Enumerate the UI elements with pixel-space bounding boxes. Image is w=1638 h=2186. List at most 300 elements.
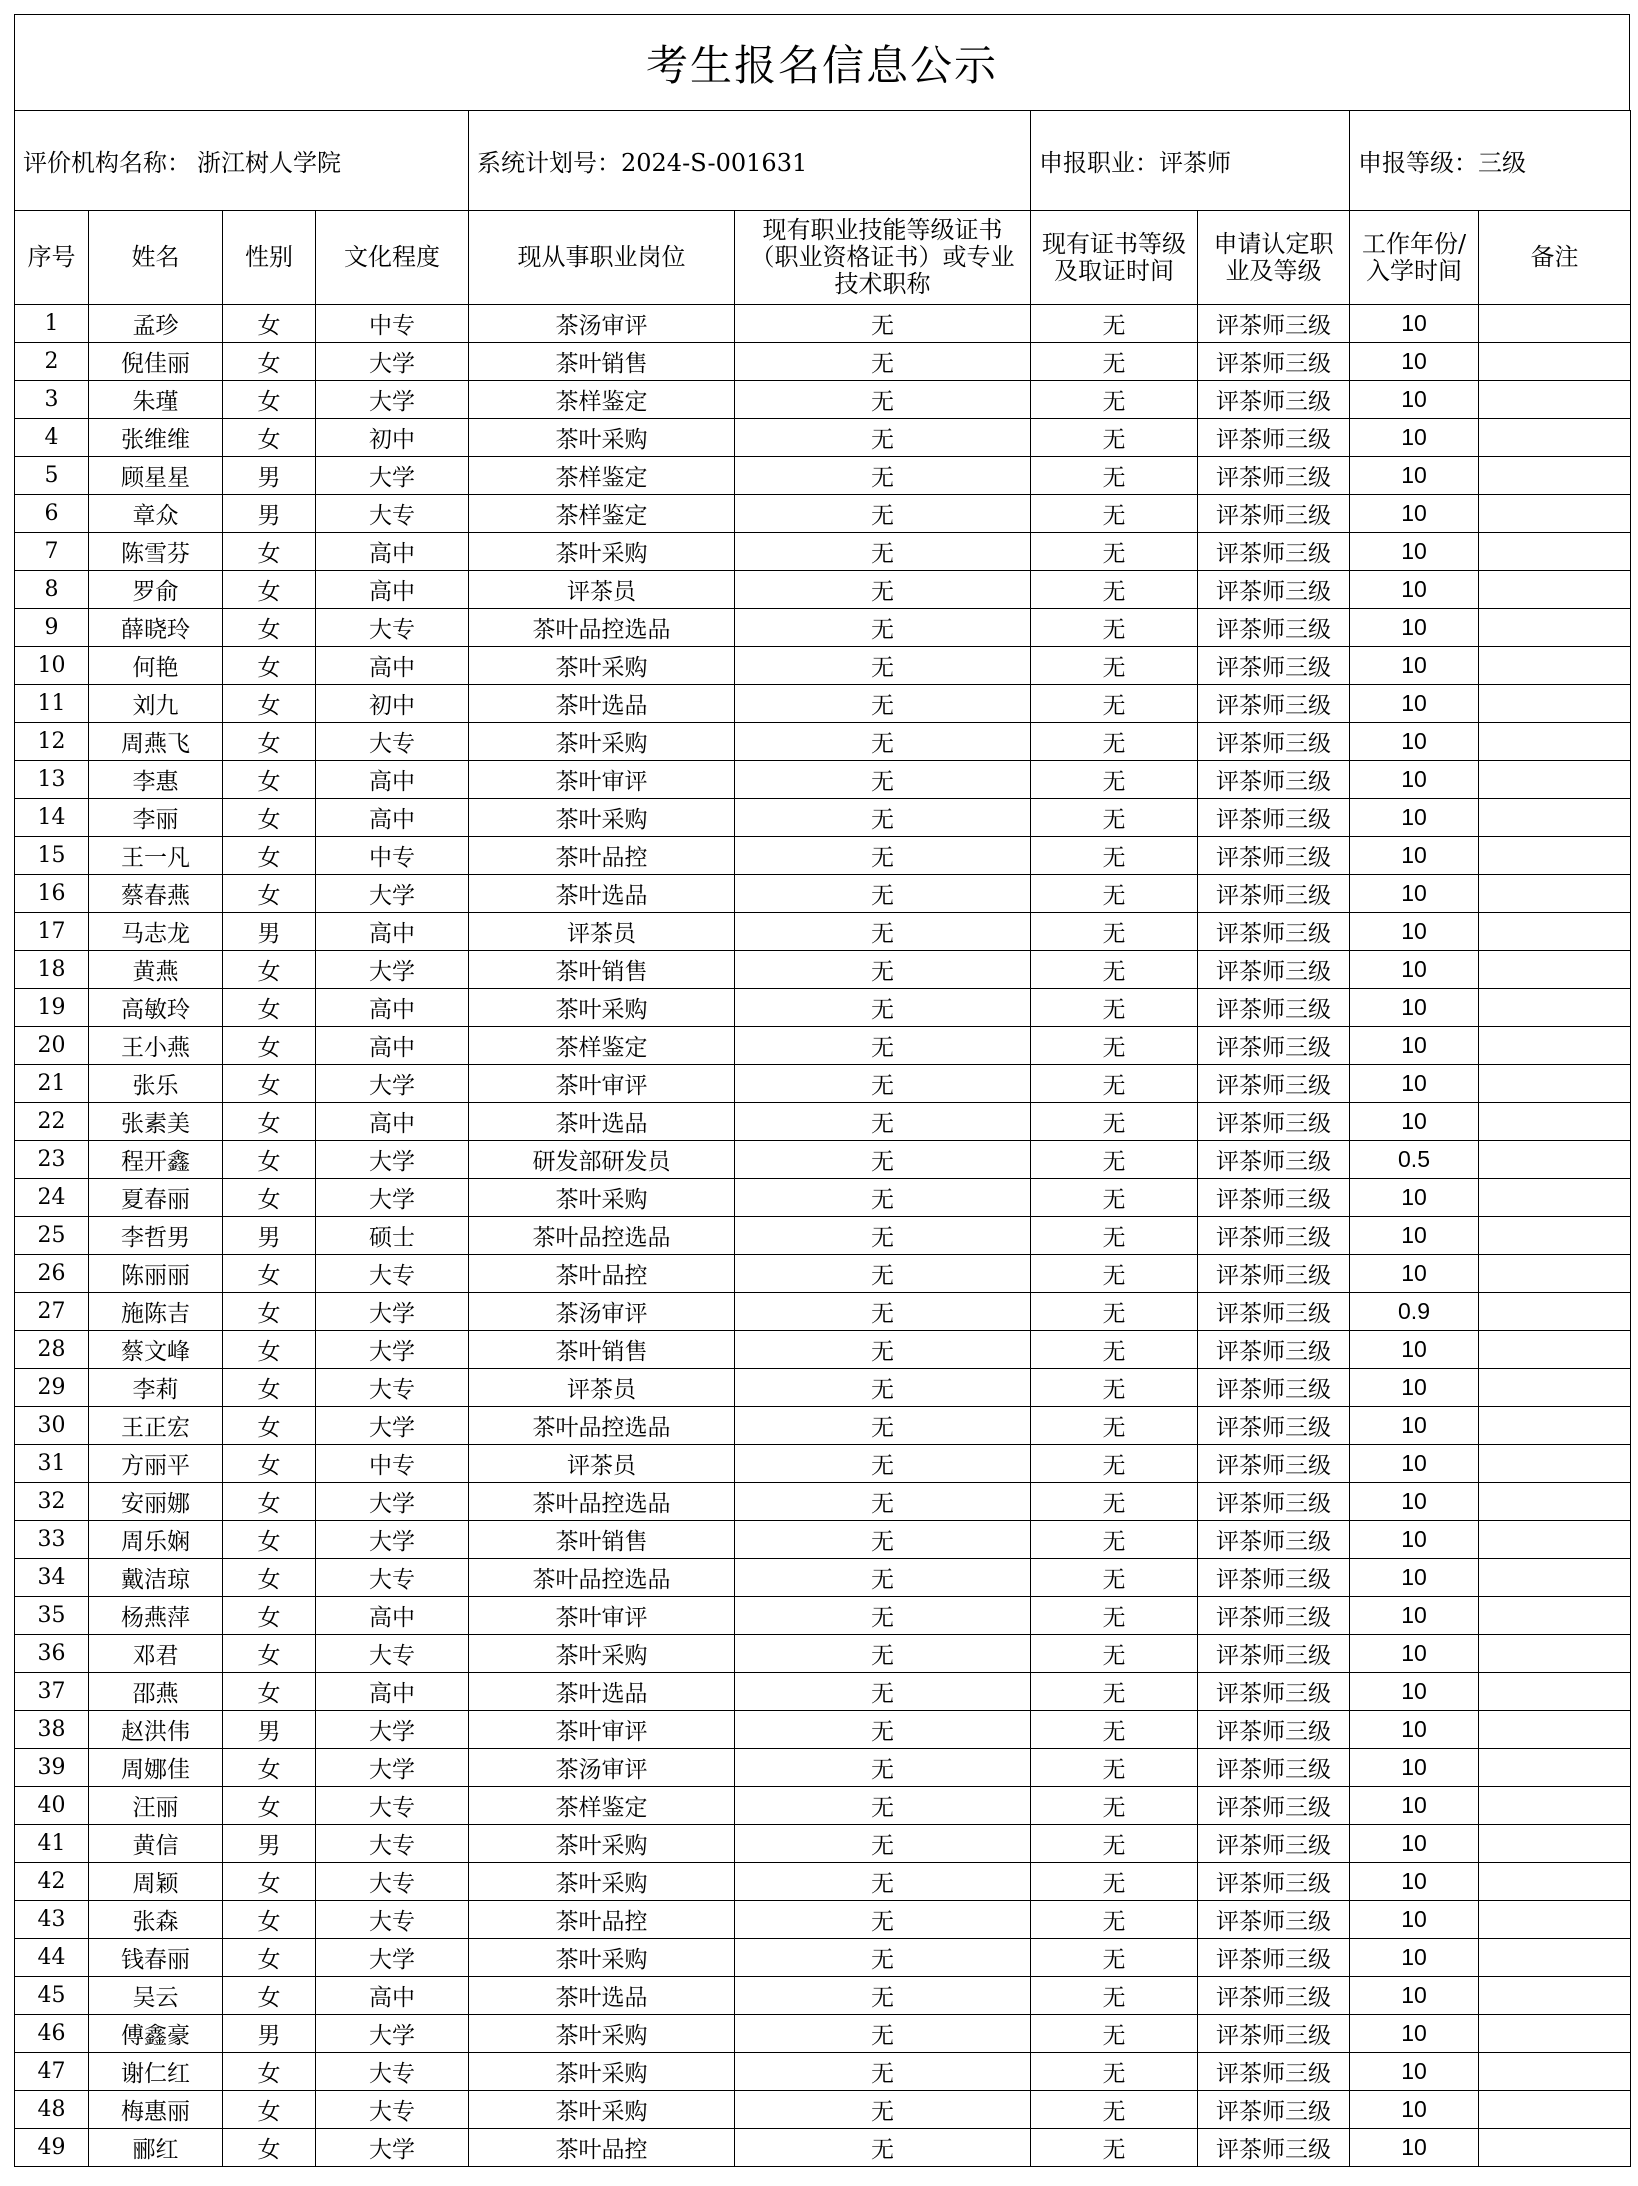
cell-remark bbox=[1479, 1901, 1631, 1939]
cell-position: 茶叶采购 bbox=[469, 2053, 735, 2091]
cell-gender: 女 bbox=[223, 2129, 316, 2167]
cell-certificate: 无 bbox=[735, 875, 1031, 913]
cell-education: 大学 bbox=[316, 343, 469, 381]
cell-name: 施陈吉 bbox=[89, 1293, 223, 1331]
cell-gender: 女 bbox=[223, 2091, 316, 2129]
cell-gender: 男 bbox=[223, 457, 316, 495]
cell-index: 35 bbox=[15, 1597, 89, 1635]
cell-work-years: 10 bbox=[1350, 495, 1479, 533]
cell-certificate: 无 bbox=[735, 1179, 1031, 1217]
cell-cert-level: 无 bbox=[1031, 1065, 1198, 1103]
cell-remark bbox=[1479, 457, 1631, 495]
table-row bbox=[15, 761, 1631, 799]
cell-certificate: 无 bbox=[735, 685, 1031, 723]
cell-index: 11 bbox=[15, 685, 89, 723]
cell-work-years: 10 bbox=[1350, 1977, 1479, 2015]
table-row bbox=[15, 1711, 1631, 1749]
cell-certificate: 无 bbox=[735, 1863, 1031, 1901]
cell-apply-level: 评茶师三级 bbox=[1198, 419, 1350, 457]
cell-position: 茶汤审评 bbox=[469, 305, 735, 343]
cell-remark bbox=[1479, 1597, 1631, 1635]
cell-remark bbox=[1479, 1293, 1631, 1331]
cell-cert-level: 无 bbox=[1031, 875, 1198, 913]
table-row bbox=[15, 2129, 1631, 2167]
table-row bbox=[15, 837, 1631, 875]
cell-education: 大学 bbox=[316, 1749, 469, 1787]
table-row bbox=[15, 1597, 1631, 1635]
cell-remark bbox=[1479, 305, 1631, 343]
cell-cert-level: 无 bbox=[1031, 989, 1198, 1027]
cell-apply-level: 评茶师三级 bbox=[1198, 1597, 1350, 1635]
table-row bbox=[15, 1255, 1631, 1293]
cell-education: 大学 bbox=[316, 1179, 469, 1217]
cell-gender: 女 bbox=[223, 1673, 316, 1711]
cell-gender: 女 bbox=[223, 951, 316, 989]
cell-gender: 女 bbox=[223, 723, 316, 761]
cell-work-years: 10 bbox=[1350, 533, 1479, 571]
cell-work-years: 10 bbox=[1350, 1255, 1479, 1293]
cell-remark bbox=[1479, 1065, 1631, 1103]
cell-apply-level: 评茶师三级 bbox=[1198, 1521, 1350, 1559]
table-row bbox=[15, 723, 1631, 761]
cell-education: 高中 bbox=[316, 571, 469, 609]
cell-work-years: 10 bbox=[1350, 837, 1479, 875]
cell-position: 茶叶品控选品 bbox=[469, 1559, 735, 1597]
table-row bbox=[15, 305, 1631, 343]
cell-index: 20 bbox=[15, 1027, 89, 1065]
cell-work-years: 10 bbox=[1350, 1863, 1479, 1901]
cell-cert-level: 无 bbox=[1031, 1825, 1198, 1863]
table-row bbox=[15, 1749, 1631, 1787]
cell-remark bbox=[1479, 799, 1631, 837]
table-row bbox=[15, 875, 1631, 913]
cell-name: 戴洁琼 bbox=[89, 1559, 223, 1597]
job-label: 申报职业： bbox=[1039, 149, 1160, 177]
cell-index: 46 bbox=[15, 2015, 89, 2053]
cell-work-years: 10 bbox=[1350, 1597, 1479, 1635]
cell-cert-level: 无 bbox=[1031, 2053, 1198, 2091]
cell-remark bbox=[1479, 1977, 1631, 2015]
cell-apply-level: 评茶师三级 bbox=[1198, 2053, 1350, 2091]
cell-remark bbox=[1479, 1103, 1631, 1141]
cell-gender: 女 bbox=[223, 343, 316, 381]
cell-cert-level: 无 bbox=[1031, 2091, 1198, 2129]
table-row bbox=[15, 1863, 1631, 1901]
cell-gender: 女 bbox=[223, 1939, 316, 1977]
cell-work-years: 10 bbox=[1350, 1939, 1479, 1977]
cell-cert-level: 无 bbox=[1031, 1635, 1198, 1673]
cell-position: 评茶员 bbox=[469, 571, 735, 609]
cell-apply-level: 评茶师三级 bbox=[1198, 457, 1350, 495]
cell-position: 茶叶采购 bbox=[469, 647, 735, 685]
cell-education: 高中 bbox=[316, 1027, 469, 1065]
cell-work-years: 10 bbox=[1350, 723, 1479, 761]
cell-index: 8 bbox=[15, 571, 89, 609]
cell-education: 大学 bbox=[316, 457, 469, 495]
cell-apply-level: 评茶师三级 bbox=[1198, 1901, 1350, 1939]
cell-name: 陈雪芬 bbox=[89, 533, 223, 571]
cell-certificate: 无 bbox=[735, 1901, 1031, 1939]
cell-work-years: 10 bbox=[1350, 305, 1479, 343]
cell-remark bbox=[1479, 1711, 1631, 1749]
cell-remark bbox=[1479, 723, 1631, 761]
cell-apply-level: 评茶师三级 bbox=[1198, 1825, 1350, 1863]
table-row bbox=[15, 533, 1631, 571]
cell-work-years: 10 bbox=[1350, 1635, 1479, 1673]
cell-cert-level: 无 bbox=[1031, 1331, 1198, 1369]
cell-certificate: 无 bbox=[735, 1521, 1031, 1559]
cell-education: 大专 bbox=[316, 723, 469, 761]
cell-index: 45 bbox=[15, 1977, 89, 2015]
org-label: 评价机构名称： bbox=[23, 149, 191, 177]
cell-gender: 女 bbox=[223, 305, 316, 343]
cell-index: 49 bbox=[15, 2129, 89, 2167]
cell-cert-level: 无 bbox=[1031, 381, 1198, 419]
cell-name: 王小燕 bbox=[89, 1027, 223, 1065]
cell-apply-level: 评茶师三级 bbox=[1198, 913, 1350, 951]
cell-certificate: 无 bbox=[735, 571, 1031, 609]
cell-index: 15 bbox=[15, 837, 89, 875]
cell-work-years: 10 bbox=[1350, 799, 1479, 837]
table-row bbox=[15, 2015, 1631, 2053]
cell-apply-level: 评茶师三级 bbox=[1198, 2015, 1350, 2053]
cell-name: 罗俞 bbox=[89, 571, 223, 609]
cell-name: 黄信 bbox=[89, 1825, 223, 1863]
cell-name: 高敏玲 bbox=[89, 989, 223, 1027]
cell-gender: 女 bbox=[223, 1369, 316, 1407]
cell-remark bbox=[1479, 1445, 1631, 1483]
cell-cert-level: 无 bbox=[1031, 1977, 1198, 2015]
table-row bbox=[15, 1901, 1631, 1939]
cell-remark bbox=[1479, 571, 1631, 609]
cell-name: 朱瑾 bbox=[89, 381, 223, 419]
info-row bbox=[15, 111, 1631, 211]
cell-cert-level: 无 bbox=[1031, 1027, 1198, 1065]
cell-work-years: 10 bbox=[1350, 1369, 1479, 1407]
table-row bbox=[15, 1141, 1631, 1179]
cell-gender: 男 bbox=[223, 2015, 316, 2053]
cell-apply-level: 评茶师三级 bbox=[1198, 2091, 1350, 2129]
cell-certificate: 无 bbox=[735, 2053, 1031, 2091]
cell-certificate: 无 bbox=[735, 1673, 1031, 1711]
cell-name: 方丽平 bbox=[89, 1445, 223, 1483]
cell-work-years: 10 bbox=[1350, 343, 1479, 381]
cell-gender: 女 bbox=[223, 1635, 316, 1673]
cell-name: 周燕飞 bbox=[89, 723, 223, 761]
level-value: 三级 bbox=[1478, 149, 1527, 177]
cell-position: 茶叶选品 bbox=[469, 1103, 735, 1141]
table-row bbox=[15, 989, 1631, 1027]
cell-education: 大专 bbox=[316, 2053, 469, 2091]
cell-certificate: 无 bbox=[735, 1293, 1031, 1331]
cell-apply-level: 评茶师三级 bbox=[1198, 1407, 1350, 1445]
cell-education: 大专 bbox=[316, 1863, 469, 1901]
cell-certificate: 无 bbox=[735, 723, 1031, 761]
cell-remark bbox=[1479, 1255, 1631, 1293]
cell-position: 茶叶品控选品 bbox=[469, 609, 735, 647]
cell-apply-level: 评茶师三级 bbox=[1198, 1863, 1350, 1901]
cell-position: 茶叶品控选品 bbox=[469, 1483, 735, 1521]
cell-remark bbox=[1479, 837, 1631, 875]
cell-remark bbox=[1479, 1483, 1631, 1521]
cell-index: 48 bbox=[15, 2091, 89, 2129]
table-row bbox=[15, 647, 1631, 685]
cell-position: 茶叶销售 bbox=[469, 1331, 735, 1369]
cell-name: 吴云 bbox=[89, 1977, 223, 2015]
cell-work-years: 10 bbox=[1350, 381, 1479, 419]
cell-cert-level: 无 bbox=[1031, 419, 1198, 457]
cell-education: 大专 bbox=[316, 1901, 469, 1939]
cell-education: 大专 bbox=[316, 495, 469, 533]
plan-cell bbox=[469, 111, 1031, 211]
job-value: 评茶师 bbox=[1159, 149, 1232, 177]
cell-work-years: 10 bbox=[1350, 1521, 1479, 1559]
cell-work-years: 10 bbox=[1350, 571, 1479, 609]
header-row bbox=[15, 211, 1631, 305]
cell-name: 王一凡 bbox=[89, 837, 223, 875]
cell-apply-level: 评茶师三级 bbox=[1198, 1369, 1350, 1407]
cell-index: 21 bbox=[15, 1065, 89, 1103]
cell-education: 大专 bbox=[316, 2091, 469, 2129]
cell-name: 倪佳丽 bbox=[89, 343, 223, 381]
cell-cert-level: 无 bbox=[1031, 685, 1198, 723]
cell-position: 茶叶采购 bbox=[469, 799, 735, 837]
cell-cert-level: 无 bbox=[1031, 1939, 1198, 1977]
cell-gender: 女 bbox=[223, 1255, 316, 1293]
cell-apply-level: 评茶师三级 bbox=[1198, 1065, 1350, 1103]
cell-gender: 女 bbox=[223, 989, 316, 1027]
cell-education: 大学 bbox=[316, 1293, 469, 1331]
cell-apply-level: 评茶师三级 bbox=[1198, 1977, 1350, 2015]
table-row bbox=[15, 1407, 1631, 1445]
cell-apply-level: 评茶师三级 bbox=[1198, 1673, 1350, 1711]
cell-certificate: 无 bbox=[735, 799, 1031, 837]
cell-name: 周乐娴 bbox=[89, 1521, 223, 1559]
cell-cert-level: 无 bbox=[1031, 1255, 1198, 1293]
cell-cert-level: 无 bbox=[1031, 495, 1198, 533]
cell-gender: 女 bbox=[223, 1597, 316, 1635]
cell-apply-level: 评茶师三级 bbox=[1198, 343, 1350, 381]
cell-apply-level: 评茶师三级 bbox=[1198, 571, 1350, 609]
table-row bbox=[15, 1179, 1631, 1217]
cell-remark bbox=[1479, 1179, 1631, 1217]
cell-work-years: 10 bbox=[1350, 647, 1479, 685]
cell-apply-level: 评茶师三级 bbox=[1198, 305, 1350, 343]
cell-cert-level: 无 bbox=[1031, 1483, 1198, 1521]
cell-apply-level: 评茶师三级 bbox=[1198, 1255, 1350, 1293]
cell-name: 李哲男 bbox=[89, 1217, 223, 1255]
cell-education: 中专 bbox=[316, 305, 469, 343]
cell-position: 茶样鉴定 bbox=[469, 1027, 735, 1065]
cell-certificate: 无 bbox=[735, 457, 1031, 495]
cell-index: 19 bbox=[15, 989, 89, 1027]
cell-index: 33 bbox=[15, 1521, 89, 1559]
cell-gender: 女 bbox=[223, 1179, 316, 1217]
cell-cert-level: 无 bbox=[1031, 457, 1198, 495]
cell-certificate: 无 bbox=[735, 951, 1031, 989]
cell-name: 郦红 bbox=[89, 2129, 223, 2167]
cell-cert-level: 无 bbox=[1031, 647, 1198, 685]
page-title: 考生报名信息公示 bbox=[14, 14, 1630, 110]
cell-remark bbox=[1479, 343, 1631, 381]
cell-certificate: 无 bbox=[735, 2015, 1031, 2053]
cell-work-years: 0.9 bbox=[1350, 1293, 1479, 1331]
cell-cert-level: 无 bbox=[1031, 1673, 1198, 1711]
cell-certificate: 无 bbox=[735, 609, 1031, 647]
table-row bbox=[15, 1369, 1631, 1407]
cell-gender: 女 bbox=[223, 1901, 316, 1939]
cell-gender: 男 bbox=[223, 1711, 316, 1749]
level-cell bbox=[1350, 111, 1631, 211]
cell-education: 大专 bbox=[316, 1825, 469, 1863]
cell-name: 马志龙 bbox=[89, 913, 223, 951]
cell-gender: 女 bbox=[223, 1293, 316, 1331]
cell-remark bbox=[1479, 533, 1631, 571]
level-label: 申报等级： bbox=[1358, 149, 1479, 177]
cell-education: 中专 bbox=[316, 837, 469, 875]
cell-remark bbox=[1479, 1673, 1631, 1711]
cell-work-years: 10 bbox=[1350, 1559, 1479, 1597]
cell-position: 茶叶采购 bbox=[469, 2015, 735, 2053]
cell-name: 梅惠丽 bbox=[89, 2091, 223, 2129]
cell-work-years: 0.5 bbox=[1350, 1141, 1479, 1179]
cell-remark bbox=[1479, 1749, 1631, 1787]
header-cell-remark: 备注 bbox=[1479, 211, 1631, 305]
cell-name: 何艳 bbox=[89, 647, 223, 685]
cell-certificate: 无 bbox=[735, 1483, 1031, 1521]
cell-position: 茶叶采购 bbox=[469, 1179, 735, 1217]
cell-name: 张乐 bbox=[89, 1065, 223, 1103]
table-row bbox=[15, 1103, 1631, 1141]
cell-education: 高中 bbox=[316, 1597, 469, 1635]
cell-position: 茶样鉴定 bbox=[469, 381, 735, 419]
cell-index: 10 bbox=[15, 647, 89, 685]
cell-index: 25 bbox=[15, 1217, 89, 1255]
cell-name: 夏春丽 bbox=[89, 1179, 223, 1217]
cell-work-years: 10 bbox=[1350, 2091, 1479, 2129]
cell-education: 大专 bbox=[316, 1559, 469, 1597]
table-row bbox=[15, 1483, 1631, 1521]
cell-apply-level: 评茶师三级 bbox=[1198, 685, 1350, 723]
cell-certificate: 无 bbox=[735, 1331, 1031, 1369]
cell-name: 李莉 bbox=[89, 1369, 223, 1407]
cell-position: 茶叶销售 bbox=[469, 343, 735, 381]
cell-certificate: 无 bbox=[735, 1635, 1031, 1673]
cell-gender: 女 bbox=[223, 1445, 316, 1483]
table-row bbox=[15, 1065, 1631, 1103]
cell-education: 大学 bbox=[316, 2015, 469, 2053]
cell-certificate: 无 bbox=[735, 1825, 1031, 1863]
header-cell-cert-level: 现有证书等级及取证时间 bbox=[1031, 211, 1198, 305]
registration-table bbox=[14, 110, 1631, 2167]
cell-certificate: 无 bbox=[735, 913, 1031, 951]
cell-index: 27 bbox=[15, 1293, 89, 1331]
cell-education: 高中 bbox=[316, 1103, 469, 1141]
cell-index: 22 bbox=[15, 1103, 89, 1141]
cell-position: 茶叶销售 bbox=[469, 1521, 735, 1559]
cell-name: 周颖 bbox=[89, 1863, 223, 1901]
table-row bbox=[15, 571, 1631, 609]
cell-apply-level: 评茶师三级 bbox=[1198, 381, 1350, 419]
cell-position: 茶叶品控 bbox=[469, 1901, 735, 1939]
cell-gender: 女 bbox=[223, 761, 316, 799]
org-cell bbox=[15, 111, 469, 211]
cell-remark bbox=[1479, 685, 1631, 723]
header-cell-apply-level: 申请认定职业及等级 bbox=[1198, 211, 1350, 305]
cell-gender: 女 bbox=[223, 2053, 316, 2091]
cell-education: 硕士 bbox=[316, 1217, 469, 1255]
cell-cert-level: 无 bbox=[1031, 2129, 1198, 2167]
cell-apply-level: 评茶师三级 bbox=[1198, 989, 1350, 1027]
table-row bbox=[15, 1293, 1631, 1331]
cell-index: 24 bbox=[15, 1179, 89, 1217]
cell-cert-level: 无 bbox=[1031, 1445, 1198, 1483]
cell-position: 茶样鉴定 bbox=[469, 495, 735, 533]
cell-apply-level: 评茶师三级 bbox=[1198, 1293, 1350, 1331]
cell-position: 茶叶选品 bbox=[469, 875, 735, 913]
cell-index: 32 bbox=[15, 1483, 89, 1521]
cell-name: 张森 bbox=[89, 1901, 223, 1939]
cell-certificate: 无 bbox=[735, 1939, 1031, 1977]
cell-index: 1 bbox=[15, 305, 89, 343]
cell-index: 47 bbox=[15, 2053, 89, 2091]
cell-apply-level: 评茶师三级 bbox=[1198, 495, 1350, 533]
cell-cert-level: 无 bbox=[1031, 571, 1198, 609]
cell-gender: 女 bbox=[223, 419, 316, 457]
cell-position: 茶叶品控 bbox=[469, 1255, 735, 1293]
cell-apply-level: 评茶师三级 bbox=[1198, 837, 1350, 875]
cell-index: 6 bbox=[15, 495, 89, 533]
table-row bbox=[15, 1635, 1631, 1673]
table-row bbox=[15, 2091, 1631, 2129]
cell-education: 高中 bbox=[316, 647, 469, 685]
cell-certificate: 无 bbox=[735, 761, 1031, 799]
cell-education: 大学 bbox=[316, 875, 469, 913]
cell-cert-level: 无 bbox=[1031, 1559, 1198, 1597]
cell-apply-level: 评茶师三级 bbox=[1198, 1939, 1350, 1977]
table-row bbox=[15, 1787, 1631, 1825]
cell-index: 12 bbox=[15, 723, 89, 761]
cell-education: 大学 bbox=[316, 1331, 469, 1369]
cell-position: 茶叶采购 bbox=[469, 419, 735, 457]
table-row bbox=[15, 1217, 1631, 1255]
cell-index: 31 bbox=[15, 1445, 89, 1483]
header-cell-position: 现从事职业岗位 bbox=[469, 211, 735, 305]
table-row bbox=[15, 1521, 1631, 1559]
cell-gender: 女 bbox=[223, 685, 316, 723]
cell-remark bbox=[1479, 2091, 1631, 2129]
cell-name: 李惠 bbox=[89, 761, 223, 799]
cell-remark bbox=[1479, 2015, 1631, 2053]
cell-cert-level: 无 bbox=[1031, 2015, 1198, 2053]
cell-certificate: 无 bbox=[735, 1711, 1031, 1749]
cell-cert-level: 无 bbox=[1031, 1369, 1198, 1407]
table-row bbox=[15, 1825, 1631, 1863]
cell-work-years: 10 bbox=[1350, 1825, 1479, 1863]
cell-position: 茶叶品控选品 bbox=[469, 1407, 735, 1445]
cell-work-years: 10 bbox=[1350, 1179, 1479, 1217]
cell-index: 13 bbox=[15, 761, 89, 799]
cell-name: 孟珍 bbox=[89, 305, 223, 343]
cell-education: 大学 bbox=[316, 951, 469, 989]
cell-work-years: 10 bbox=[1350, 1103, 1479, 1141]
cell-name: 黄燕 bbox=[89, 951, 223, 989]
cell-cert-level: 无 bbox=[1031, 1863, 1198, 1901]
cell-position: 茶叶选品 bbox=[469, 1977, 735, 2015]
cell-apply-level: 评茶师三级 bbox=[1198, 1749, 1350, 1787]
cell-work-years: 10 bbox=[1350, 2053, 1479, 2091]
cell-remark bbox=[1479, 1521, 1631, 1559]
